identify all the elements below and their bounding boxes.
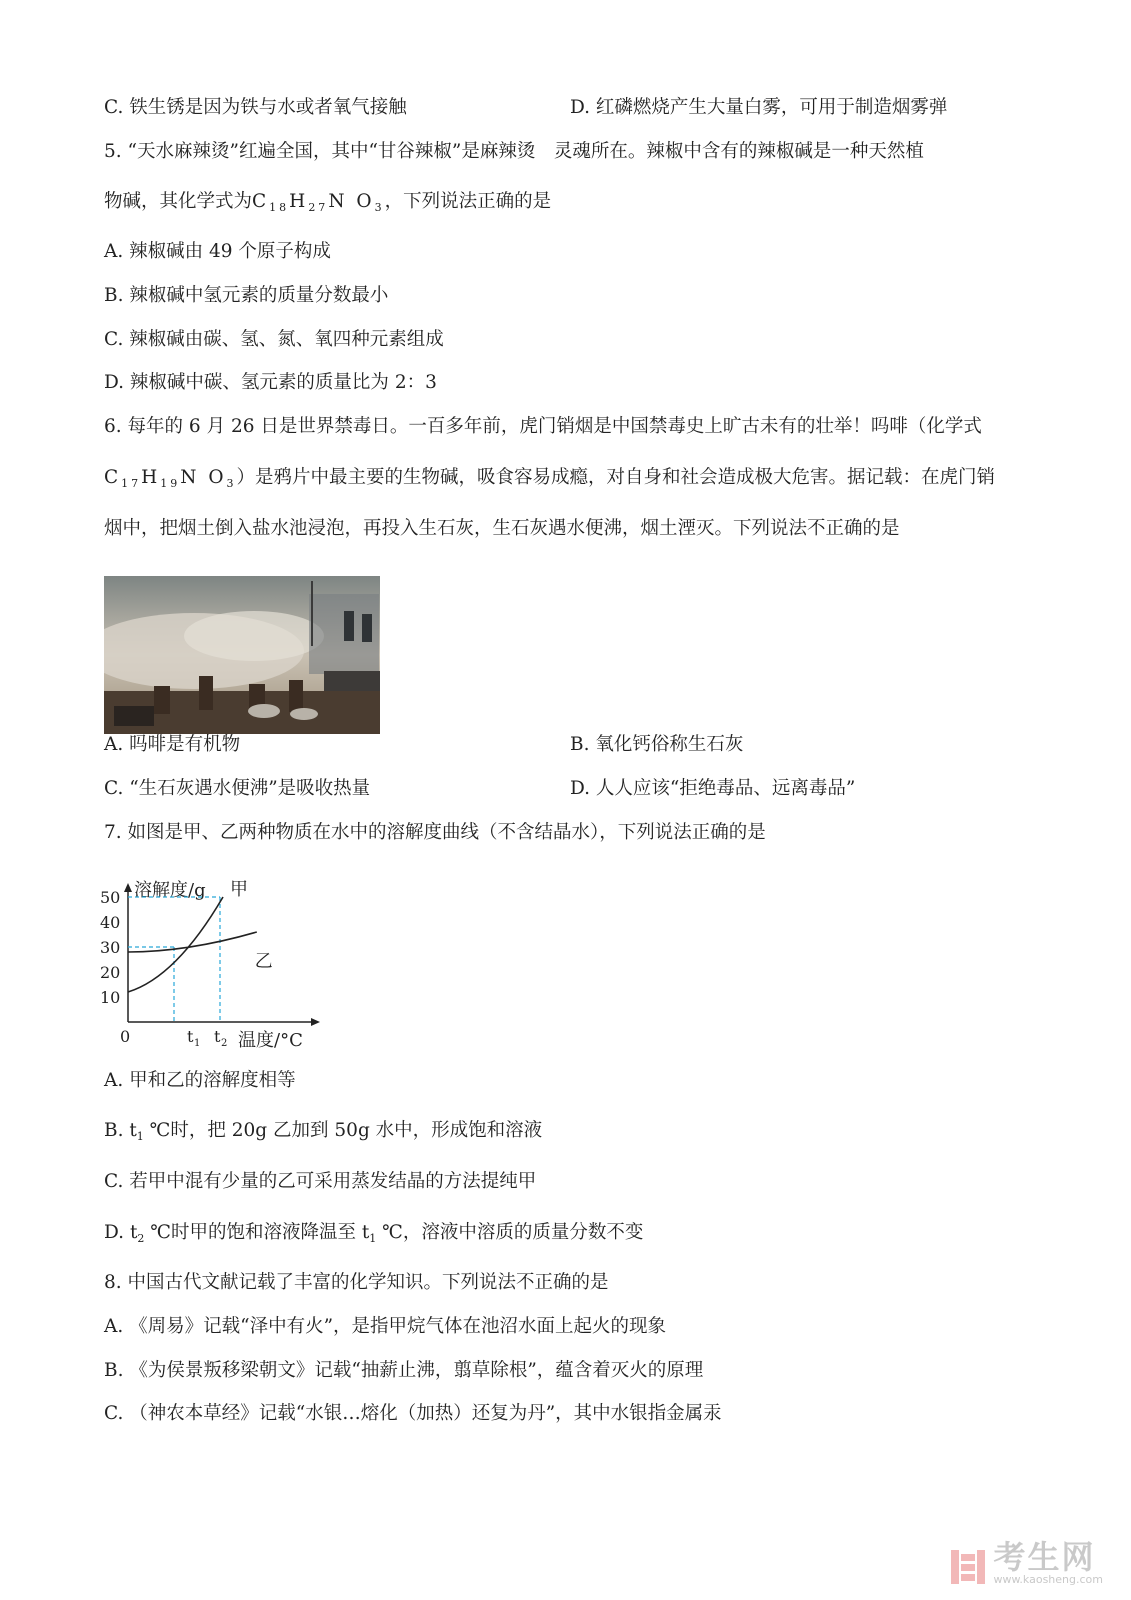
q8-stem: 8. 中国古代文献记载了丰富的化学知识。下列说法不正确的是 <box>104 1272 609 1293</box>
q4-option-c: C. 铁生锈是因为铁与水或者氧气接触 <box>104 97 407 118</box>
q7-option-b: B. $t_1$ ℃时，把 20g 乙加到 50g 水中，形成饱和溶液 <box>104 1120 543 1143</box>
q5-option-b: B. 辣椒碱中氢元素的质量分数最小 <box>104 285 389 306</box>
y-tick-label: 20 <box>100 963 121 982</box>
q5-option-c: C. 辣椒碱由碳、氢、氮、氧四种元素组成 <box>104 329 444 350</box>
q5-option-a: A. 辣椒碱由 49 个原子构成 <box>104 241 331 262</box>
illustration-scene <box>104 576 380 734</box>
y-tick-label: 40 <box>100 913 121 932</box>
q7-option-a: A. 甲和乙的溶解度相等 <box>104 1070 296 1091</box>
q6-option-a: A. 吗啡是有机物 <box>104 734 241 755</box>
y-tick-label: 10 <box>100 988 121 1007</box>
x-tick-label: t <box>187 1027 194 1046</box>
y-tick-label: 30 <box>100 938 121 957</box>
x-axis-label: 温度/°C <box>238 1030 303 1051</box>
q6-stem-line2 <box>104 466 995 496</box>
q5-stem-pre: 物碱，其化学式为 <box>104 191 253 212</box>
x-axis-arrow <box>311 1018 320 1026</box>
humen-opium-illustration <box>104 576 380 734</box>
y-axis-label: 溶解度/g <box>134 880 206 901</box>
watermark-url: www.kaosheng.com <box>993 1573 1103 1586</box>
q6-option-b: B. 氧化钙俗称生石灰 <box>570 734 744 755</box>
q7-option-c: C. 若甲中混有少量的乙可采用蒸发结晶的方法提纯甲 <box>104 1171 537 1192</box>
q8-option-a: A. 《周易》记载“泽中有火”，是指甲烷气体在池沼水面上起火的现象 <box>104 1316 667 1337</box>
q4-option-d: D. 红磷燃烧产生大量白雾，可用于制造烟雾弹 <box>570 97 948 118</box>
q5-stem-line1: 5. “天水麻辣烫”红遍全国，其中“甘谷辣椒”是麻辣烫 灵魂所在。辣椒中含有的辣椒碱是一种天然植 <box>104 141 924 162</box>
q5-formula: $C_{18}H_{27}N$ $O_3$ <box>252 191 385 214</box>
solubility-chart <box>100 880 330 1085</box>
q5-stem-post: ，下列说法正确的是 <box>384 191 552 212</box>
q6-stem-post: ）是鸦片中最主要的生物碱，吸食容易成瘾，对自身和社会造成极大危害。据记载：在虎门销 <box>236 467 996 488</box>
q6-stem-line1: 6. 每年的 6 月 26 日是世界禁毒日。一百多年前，虎门销烟是中国禁毒史上旷古未有的壮举！吗啡（化学式 <box>104 416 982 437</box>
q6-formula: $C_{17}H_{19}N$ $O_3$ <box>104 467 237 490</box>
x-tick-subscript: 1 <box>194 1038 201 1049</box>
series-jia-label: 甲 <box>230 880 248 900</box>
watermark-brand: 考生网 <box>993 1538 1096 1576</box>
q7-option-d: D. $t_2$ ℃时甲的饱和溶液降温至 $t_1$ ℃，溶液中溶质的质量分数不变 <box>104 1222 644 1245</box>
y-tick-label: 50 <box>100 888 121 907</box>
q6-stem-line3: 烟中，把烟土倒入盐水池浸泡，再投入生石灰，生石灰遇水便沸，烟土湮灭。下列说法不正确的是 <box>104 518 900 539</box>
origin-label: 0 <box>120 1027 131 1046</box>
x-tick-label: t <box>214 1027 221 1046</box>
kaosheng-logo-icon <box>949 1548 987 1586</box>
q8-option-b: B. 《为侯景叛移梁朝文》记载“抽薪止沸，翦草除根”，蕴含着灭火的原理 <box>104 1360 704 1381</box>
kaosheng-watermark <box>949 1540 1103 1586</box>
series-yi-label: 乙 <box>254 951 273 972</box>
q5-stem-line2 <box>104 190 551 220</box>
q6-option-c: C. “生石灰遇水便沸”是吸收热量 <box>104 778 371 799</box>
q7-stem: 7. 如图是甲、乙两种物质在水中的溶解度曲线（不含结晶水），下列说法正确的是 <box>104 822 766 843</box>
q6-option-d: D. 人人应该“拒绝毒品、远离毒品” <box>570 778 856 799</box>
x-tick-subscript: 2 <box>221 1038 228 1049</box>
q8-option-c: C. （神农本草经》记载“水银…熔化（加热）还复为丹”，其中水银指金属汞 <box>104 1403 722 1424</box>
y-axis-arrow <box>124 883 132 892</box>
q5-option-d: D. 辣椒碱中碳、氢元素的质量比为 2：3 <box>104 372 437 393</box>
